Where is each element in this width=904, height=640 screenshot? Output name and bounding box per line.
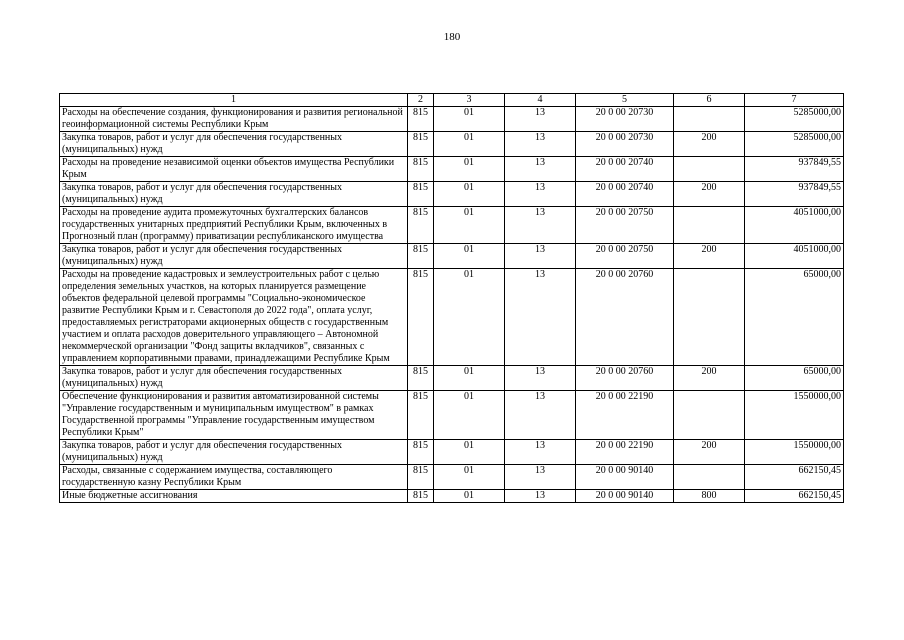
- ministry-code-cell: 815: [408, 465, 434, 490]
- expense-name-cell: Расходы на проведение аудита промежуточных бухгалтерских балансов государственных унитарных предприятий Республики Крым, включенных в Прогнозный план (программу) приватизации республиканского имущества: [60, 207, 408, 244]
- section-code-cell: 01: [434, 132, 505, 157]
- ministry-code-cell: 815: [408, 207, 434, 244]
- section-code-cell: 01: [434, 269, 505, 366]
- table-row: [60, 366, 844, 391]
- table-row: [60, 269, 844, 366]
- ministry-code-cell: 815: [408, 490, 434, 503]
- ministry-code-cell: 815: [408, 269, 434, 366]
- expense-type-cell: [674, 465, 745, 490]
- subsection-code-cell: 13: [505, 366, 576, 391]
- ministry-code-cell: 815: [408, 440, 434, 465]
- expense-type-cell: 200: [674, 182, 745, 207]
- subsection-code-cell: 13: [505, 440, 576, 465]
- amount-cell: 5285000,00: [745, 107, 844, 132]
- expense-name-cell: Иные бюджетные ассигнования: [60, 490, 408, 503]
- expense-type-cell: [674, 269, 745, 366]
- table-body: [60, 107, 844, 503]
- amount-cell: 662150,45: [745, 490, 844, 503]
- expense-type-cell: 200: [674, 132, 745, 157]
- expense-name-cell: Закупка товаров, работ и услуг для обеспечения государственных (муниципальных) нужд: [60, 366, 408, 391]
- section-code-cell: 01: [434, 490, 505, 503]
- table-row: [60, 244, 844, 269]
- amount-cell: 937849,55: [745, 157, 844, 182]
- header-cell-6: 6: [674, 94, 745, 107]
- ministry-code-cell: 815: [408, 107, 434, 132]
- expense-name-cell: Закупка товаров, работ и услуг для обеспечения государственных (муниципальных) нужд: [60, 440, 408, 465]
- ministry-code-cell: 815: [408, 391, 434, 440]
- target-article-cell: 20 0 00 20750: [576, 244, 674, 269]
- subsection-code-cell: 13: [505, 107, 576, 132]
- expense-name-cell: Расходы на проведение независимой оценки объектов имущества Республики Крым: [60, 157, 408, 182]
- table-row: [60, 207, 844, 244]
- expense-type-cell: [674, 107, 745, 132]
- amount-cell: 662150,45: [745, 465, 844, 490]
- table-row: [60, 182, 844, 207]
- expense-name-cell: Расходы на проведение кадастровых и землеустроительных работ с целью определения земельных участков, на которых планируется размещение объектов федеральной целевой программы "Социально-экономическое развитие Республики Крым и г. Севастополя до 2022 года", оплата услуг, предоставляемых регистраторами акционерных обществ с государственным участием и оплата расходов доверительного управляющего – Автономной некоммерческой организации "Фонд защиты вкладчиков", связанных с управлением корпоративными правами, принадлежащими Республике Крым: [60, 269, 408, 366]
- expense-name-cell: Закупка товаров, работ и услуг для обеспечения государственных (муниципальных) нужд: [60, 244, 408, 269]
- ministry-code-cell: 815: [408, 244, 434, 269]
- section-code-cell: 01: [434, 244, 505, 269]
- target-article-cell: 20 0 00 20740: [576, 182, 674, 207]
- subsection-code-cell: 13: [505, 182, 576, 207]
- amount-cell: 4051000,00: [745, 244, 844, 269]
- section-code-cell: 01: [434, 157, 505, 182]
- expense-type-cell: 200: [674, 440, 745, 465]
- amount-cell: 1550000,00: [745, 391, 844, 440]
- target-article-cell: 20 0 00 20740: [576, 157, 674, 182]
- target-article-cell: 20 0 00 22190: [576, 440, 674, 465]
- expense-name-cell: Расходы на обеспечение создания, функционирования и развития региональной геоинформационной системы Республики Крым: [60, 107, 408, 132]
- expense-type-cell: 200: [674, 366, 745, 391]
- target-article-cell: 20 0 00 90140: [576, 490, 674, 503]
- section-code-cell: 01: [434, 207, 505, 244]
- expense-type-cell: [674, 391, 745, 440]
- ministry-code-cell: 815: [408, 132, 434, 157]
- expense-name-cell: Закупка товаров, работ и услуг для обеспечения государственных (муниципальных) нужд: [60, 132, 408, 157]
- subsection-code-cell: 13: [505, 157, 576, 182]
- header-cell-1: 1: [60, 94, 408, 107]
- target-article-cell: 20 0 00 20730: [576, 107, 674, 132]
- subsection-code-cell: 13: [505, 465, 576, 490]
- expense-type-cell: [674, 207, 745, 244]
- amount-cell: 5285000,00: [745, 132, 844, 157]
- ministry-code-cell: 815: [408, 366, 434, 391]
- target-article-cell: 20 0 00 90140: [576, 465, 674, 490]
- table-row: [60, 465, 844, 490]
- section-code-cell: 01: [434, 391, 505, 440]
- table-row: [60, 107, 844, 132]
- target-article-cell: 20 0 00 20730: [576, 132, 674, 157]
- ministry-code-cell: 815: [408, 182, 434, 207]
- section-code-cell: 01: [434, 465, 505, 490]
- budget-table: [59, 93, 844, 503]
- header-cell-7: 7: [745, 94, 844, 107]
- target-article-cell: 20 0 00 20750: [576, 207, 674, 244]
- expense-name-cell: Расходы, связанные с содержанием имущества, составляющего государственную казну Республики Крым: [60, 465, 408, 490]
- subsection-code-cell: 13: [505, 244, 576, 269]
- table-row: [60, 440, 844, 465]
- amount-cell: 65000,00: [745, 366, 844, 391]
- header-cell-5: 5: [576, 94, 674, 107]
- table-row: [60, 157, 844, 182]
- amount-cell: 65000,00: [745, 269, 844, 366]
- expense-name-cell: Обеспечение функционирования и развития автоматизированной системы "Управление государственным и муниципальным имуществом" в рамках Государственной программы "Управление государственным имуществом Республики Крым": [60, 391, 408, 440]
- table-row: [60, 391, 844, 440]
- page-number: 180: [443, 31, 461, 43]
- expense-type-cell: 800: [674, 490, 745, 503]
- table-row: [60, 490, 844, 503]
- header-cell-3: 3: [434, 94, 505, 107]
- section-code-cell: 01: [434, 107, 505, 132]
- header-row: [60, 94, 844, 107]
- subsection-code-cell: 13: [505, 269, 576, 366]
- target-article-cell: 20 0 00 22190: [576, 391, 674, 440]
- section-code-cell: 01: [434, 182, 505, 207]
- amount-cell: 1550000,00: [745, 440, 844, 465]
- expense-type-cell: 200: [674, 244, 745, 269]
- subsection-code-cell: 13: [505, 490, 576, 503]
- section-code-cell: 01: [434, 440, 505, 465]
- table-row: [60, 132, 844, 157]
- amount-cell: 937849,55: [745, 182, 844, 207]
- section-code-cell: 01: [434, 366, 505, 391]
- target-article-cell: 20 0 00 20760: [576, 366, 674, 391]
- subsection-code-cell: 13: [505, 391, 576, 440]
- header-cell-4: 4: [505, 94, 576, 107]
- subsection-code-cell: 13: [505, 132, 576, 157]
- target-article-cell: 20 0 00 20760: [576, 269, 674, 366]
- expense-type-cell: [674, 157, 745, 182]
- ministry-code-cell: 815: [408, 157, 434, 182]
- expense-name-cell: Закупка товаров, работ и услуг для обеспечения государственных (муниципальных) нужд: [60, 182, 408, 207]
- subsection-code-cell: 13: [505, 207, 576, 244]
- amount-cell: 4051000,00: [745, 207, 844, 244]
- header-cell-2: 2: [408, 94, 434, 107]
